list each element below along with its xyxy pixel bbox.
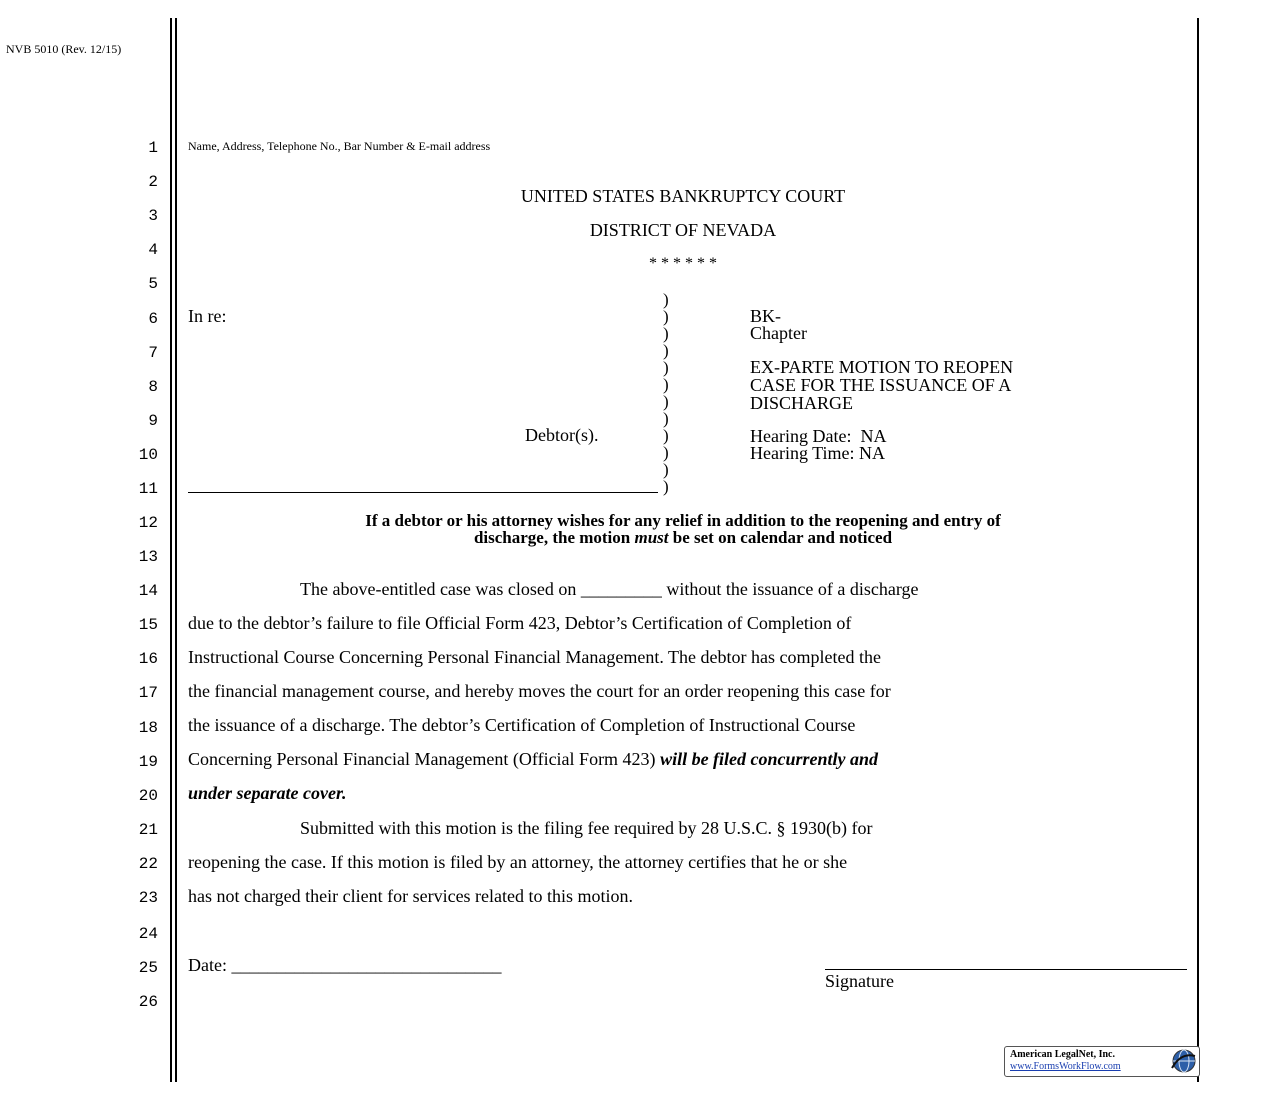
attorney-info-label: Name, Address, Telephone No., Bar Number & E-mail address	[188, 139, 491, 153]
paragraph-1-line-3: Instructional Course Concerning Personal Financial Management. The debtor has completed the	[188, 647, 881, 667]
line-number: 15	[138, 616, 158, 634]
hearing-time-label: Hearing Time:	[750, 443, 855, 463]
line-number: 20	[138, 787, 158, 805]
line-number: 23	[138, 889, 158, 907]
caption-paren: )	[663, 290, 669, 309]
notice-text: be set on calendar and noticed	[672, 528, 893, 547]
line-number: 10	[138, 446, 158, 464]
line-number: 14	[138, 582, 158, 600]
form-id: NVB 5010 (Rev. 12/15)	[6, 42, 122, 56]
line-number: 12	[138, 514, 158, 532]
caption-paren: )	[663, 307, 669, 326]
hearing-time-value: NA	[859, 443, 886, 463]
signature-label: Signature	[825, 971, 894, 991]
paragraph-1-line-6	[188, 749, 878, 770]
paragraph-1-line-4: the financial management course, and hereby moves the court for an order reopening this case for	[188, 681, 891, 701]
line-number: 18	[138, 719, 158, 737]
court-district: DISTRICT OF NEVADA	[589, 220, 777, 240]
closed-date-blank[interactable]: _________	[580, 579, 662, 599]
paragraph-1-line-7	[188, 783, 346, 804]
signature-line[interactable]	[825, 969, 1187, 970]
notice-text: discharge, the motion	[473, 528, 631, 547]
line-number: 13	[138, 548, 158, 566]
separator-stars: * * * * * *	[649, 255, 717, 272]
paragraph-1-line-2: due to the debtor’s failure to file Official Form 423, Debtor’s Certification of Completion of	[188, 613, 852, 633]
caption-paren: )	[663, 443, 669, 462]
line-number: 11	[138, 480, 158, 498]
line-number: 22	[138, 855, 158, 873]
line-number: 1	[148, 139, 158, 157]
notice-emphasis: must	[634, 528, 669, 547]
caption-paren: )	[663, 477, 669, 496]
hearing-time	[750, 443, 885, 464]
logo-url-link[interactable]: www.FormsWorkFlow.com	[1010, 1061, 1121, 1072]
paragraph-2-line-2: reopening the case. If this motion is filed by an attorney, the attorney certifies that he or she	[188, 852, 848, 872]
line-number: 19	[138, 753, 158, 771]
paragraph-1-line-1	[300, 579, 919, 600]
hearing-date-label: Hearing Date:	[750, 426, 852, 446]
caption-paren: )	[663, 426, 669, 445]
line-number: 8	[148, 378, 158, 396]
line-number: 17	[138, 684, 158, 702]
footer-logo	[1004, 1046, 1200, 1077]
debtor-label: Debtor(s).	[525, 425, 599, 445]
caption-paren: )	[663, 358, 669, 377]
left-margin-rule-outer	[170, 18, 172, 1082]
paragraph-1-line-5: the issuance of a discharge. The debtor’s Certification of Completion of Instructional Course	[188, 715, 856, 735]
motion-title-line: CASE FOR THE ISSUANCE OF A	[750, 375, 1012, 395]
body-emphasis: will be filed concurrently and	[660, 749, 879, 769]
line-number: 3	[148, 207, 158, 225]
body-text: without the issuance of a discharge	[666, 579, 919, 599]
line-number: 21	[138, 821, 158, 839]
line-number: 2	[148, 173, 158, 191]
line-number: 26	[138, 993, 158, 1011]
line-number: 4	[148, 241, 158, 259]
caption-paren: )	[663, 341, 669, 360]
logo-company: American LegalNet, Inc.	[1010, 1049, 1115, 1060]
caption-paren: )	[663, 375, 669, 394]
caption-paren: )	[663, 409, 669, 428]
line-number: 7	[148, 344, 158, 362]
case-number-label: BK-	[750, 306, 781, 326]
line-number: 16	[138, 650, 158, 668]
caption-paren: )	[663, 324, 669, 343]
body-emphasis: under separate cover.	[188, 783, 347, 803]
caption-underline	[188, 492, 658, 493]
line-number: 6	[148, 310, 158, 328]
caption-paren: )	[663, 460, 669, 479]
globe-icon	[1169, 1048, 1197, 1074]
notice-line-2	[188, 528, 1178, 548]
body-text: Concerning Personal Financial Management (Official Form 423)	[188, 749, 656, 769]
caption-paren: )	[663, 392, 669, 411]
left-margin-rule-inner	[175, 18, 177, 1082]
motion-title-line: DISCHARGE	[750, 393, 854, 413]
notice-line-1: If a debtor or his attorney wishes for any relief in addition to the reopening and entry of	[365, 511, 1001, 530]
right-margin-rule	[1197, 18, 1199, 1082]
hearing-date-value: NA	[860, 426, 887, 446]
line-number: 9	[148, 412, 158, 430]
in-re-label: In re:	[188, 306, 227, 326]
line-number: 24	[138, 925, 158, 943]
line-number: 5	[148, 275, 158, 293]
paragraph-2-line-1: Submitted with this motion is the filing fee required by 28 U.S.C. § 1930(b) for	[300, 818, 873, 838]
motion-title-line: EX-PARTE MOTION TO REOPEN	[750, 357, 1014, 377]
date-blank[interactable]: ______________________________	[231, 955, 502, 975]
line-number: 25	[138, 959, 158, 977]
court-name: UNITED STATES BANKRUPTCY COURT	[520, 186, 846, 206]
chapter-label: Chapter	[750, 323, 807, 343]
body-text: The above-entitled case was closed on	[300, 579, 577, 599]
date-label: Date:	[188, 955, 227, 975]
date-field	[188, 955, 501, 976]
paragraph-2-line-3: has not charged their client for services related to this motion.	[188, 886, 634, 906]
